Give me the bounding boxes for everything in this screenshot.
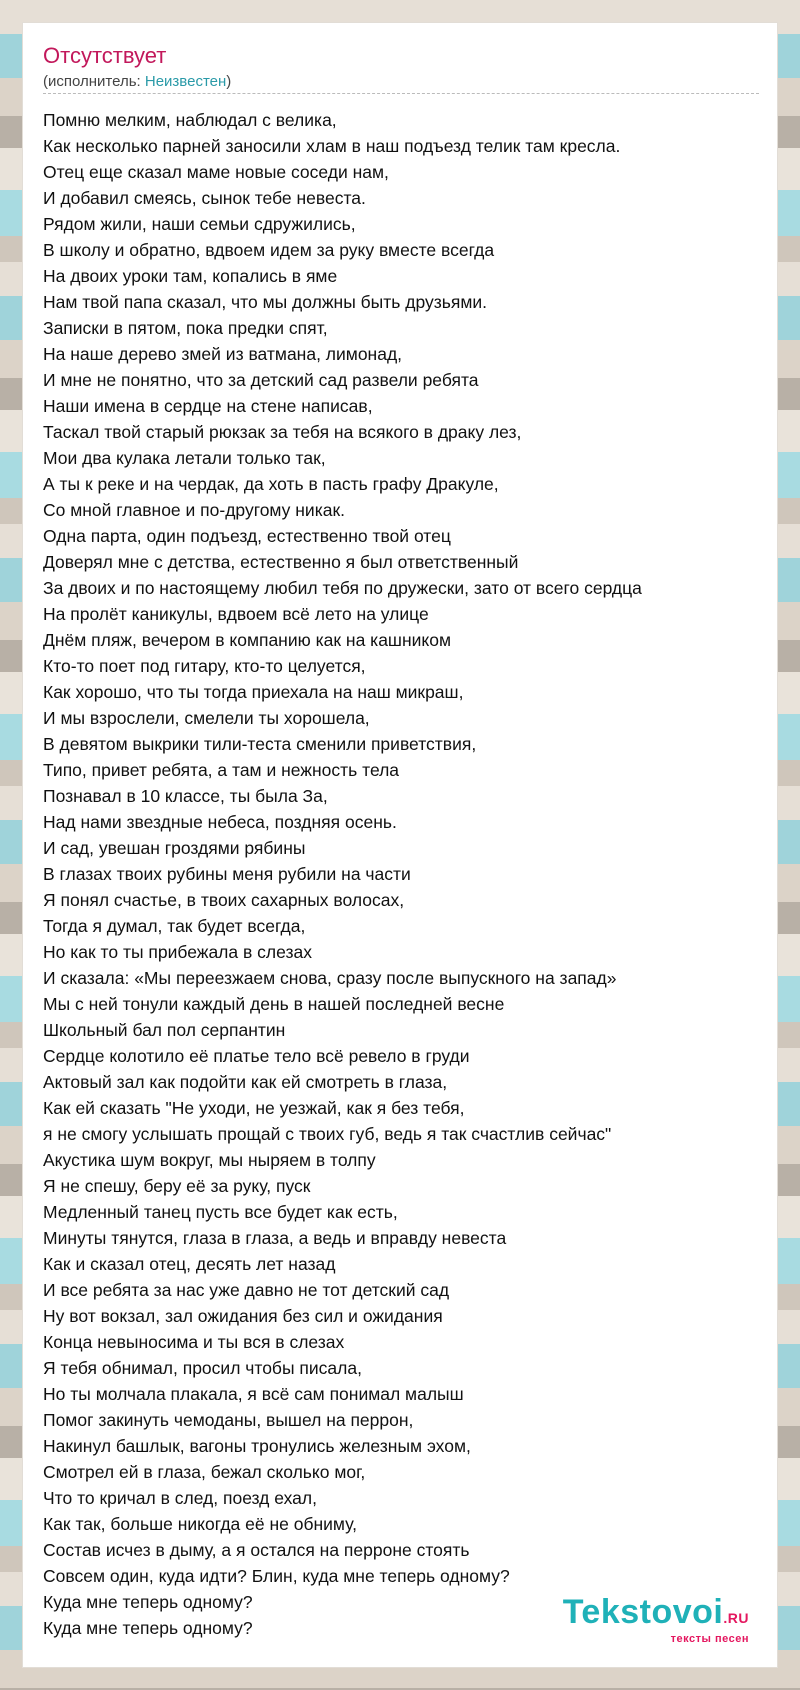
logo-name: Tekstovoi	[562, 1593, 724, 1631]
lyric-line: И сказала: «Мы переезжаем снова, сразу после выпускного на запад»	[43, 968, 617, 988]
lyric-line: Мы с ней тонули каждый день в нашей последней весне	[43, 994, 505, 1014]
lyric-line: Доверял мне с детства, естественно я был ответственный	[43, 552, 519, 572]
lyric-line: В девятом выкрики тили-теста сменили приветствия,	[43, 734, 477, 754]
lyric-line: Как и сказал отец, десять лет назад	[43, 1254, 336, 1274]
lyrics-card	[22, 22, 778, 1668]
lyric-line: Рядом жили, наши семьи сдружились,	[43, 214, 356, 234]
lyric-line: Днём пляж, вечером в компанию как на кашником	[43, 630, 452, 650]
lyric-line: Конца невыносима и ты вся в слезах	[43, 1332, 345, 1352]
lyric-line: Состав исчез в дыму, а я остался на перроне стоять	[43, 1540, 470, 1560]
lyric-line: Как так, больше никогда её не обниму,	[43, 1514, 358, 1534]
lyric-line: Актовый зал как подойти как ей смотреть в глаза,	[43, 1072, 448, 1092]
lyric-line: Над нами звездные небеса, поздняя осень.	[43, 812, 397, 832]
lyric-line: Что то кричал в след, поезд ехал,	[43, 1488, 317, 1508]
lyric-line: А ты к реке и на чердак, да хоть в пасть графу Дракуле,	[43, 474, 499, 494]
artist-suffix: )	[226, 73, 232, 90]
lyric-line: Как хорошо, что ты тогда приехала на наш микраш,	[43, 682, 464, 702]
lyric-line: И сад, увешан гроздями рябины	[43, 838, 306, 858]
artist-link[interactable]: Неизвестен	[144, 73, 227, 90]
lyric-line: Школьный бал пол серпантин	[43, 1020, 286, 1040]
lyric-line: Тогда я думал, так будет всегда,	[43, 916, 306, 936]
lyric-line: Акустика шум вокруг, мы ныряем в толпу	[43, 1150, 376, 1170]
lyric-line: Одна парта, один подъезд, естественно твой отец	[43, 526, 451, 546]
lyric-line: Смотрел ей в глаза, бежал сколько мог,	[43, 1462, 366, 1482]
lyrics-text	[43, 107, 642, 1641]
lyric-line: На двоих уроки там, копались в яме	[43, 266, 338, 286]
lyric-line: Со мной главное и по-другому никак.	[43, 500, 346, 520]
lyric-line: Но ты молчала плакала, я всё сам понимал малыш	[43, 1384, 464, 1404]
lyric-line: Помог закинуть чемоданы, вышел на перрон,	[43, 1410, 414, 1430]
title-divider	[43, 93, 759, 94]
lyric-line: Я не спешу, беру её за руку, пуск	[43, 1176, 311, 1196]
lyric-line: И мне не понятно, что за детский сад развели ребята	[43, 370, 479, 390]
lyric-line: И все ребята за нас уже давно не тот детский сад	[43, 1280, 450, 1300]
lyric-line: В школу и обратно, вдвоем идем за руку вместе всегда	[43, 240, 495, 260]
lyric-line: Сердце колотило её платье тело всё ревело в груди	[43, 1046, 470, 1066]
logo-wordmark	[563, 1595, 749, 1635]
lyric-line: Куда мне теперь одному?	[43, 1592, 253, 1612]
site-logo[interactable]	[563, 1595, 749, 1645]
lyric-line: Но как то ты прибежала в слезах	[43, 942, 312, 962]
lyric-line: За двоих и по настоящему любил тебя по дружески, зато от всего сердца	[43, 578, 642, 598]
lyric-line: Я тебя обнимал, просил чтобы писала,	[43, 1358, 362, 1378]
lyric-line: Отец еще сказал маме новые соседи нам,	[43, 162, 389, 182]
lyric-line: На пролёт каникулы, вдвоем всё лето на улице	[43, 604, 429, 624]
lyric-line: Мои два кулака летали только так,	[43, 448, 326, 468]
lyric-line: Накинул башлык, вагоны тронулись железным эхом,	[43, 1436, 471, 1456]
lyric-line: Как ей сказать "Не уходи, не уезжай, как я без тебя,	[43, 1098, 465, 1118]
lyric-line: В глазах твоих рубины меня рубили на части	[43, 864, 411, 884]
logo-tagline: тексты песен	[670, 1633, 749, 1645]
lyric-line: Минуты тянутся, глаза в глаза, а ведь и вправду невеста	[43, 1228, 507, 1248]
lyric-line: На наше дерево змей из ватмана, лимонад,	[43, 344, 403, 364]
lyric-line: Записки в пятом, пока предки спят,	[43, 318, 328, 338]
lyric-line: И мы взрослели, смелели ты хорошела,	[43, 708, 370, 728]
lyric-line: Познавал в 10 классе, ты была За,	[43, 786, 328, 806]
lyric-line: Помню мелким, наблюдал с велика,	[43, 110, 337, 130]
lyric-line: Таскал твой старый рюкзак за тебя на всякого в драку лез,	[43, 422, 522, 442]
artist-prefix: (исполнитель:	[43, 73, 145, 90]
song-title: Отсутствует	[43, 43, 167, 68]
lyric-line: Совсем один, куда идти? Блин, куда мне теперь одному?	[43, 1566, 510, 1586]
lyric-line: Кто-то поет под гитару, кто-то целуется,	[43, 656, 366, 676]
lyric-line: Я понял счастье, в твоих сахарных волосах,	[43, 890, 405, 910]
lyric-line: Наши имена в сердце на стене написав,	[43, 396, 373, 416]
lyric-line: Ну вот вокзал, зал ожидания без сил и ожидания	[43, 1306, 443, 1326]
artist-line	[43, 73, 231, 91]
lyric-line: я не смогу услышать прощай с твоих губ, ведь я так счастлив сейчас"	[43, 1124, 612, 1144]
lyric-line: Куда мне теперь одному?	[43, 1618, 253, 1638]
lyric-line: И добавил смеясь, сынок тебе невеста.	[43, 188, 366, 208]
lyric-line: Медленный танец пусть все будет как есть,	[43, 1202, 398, 1222]
lyric-line: Нам твой папа сказал, что мы должны быть друзьями.	[43, 292, 488, 312]
logo-domain: .RU	[723, 1610, 749, 1626]
lyric-line: Как несколько парней заносили хлам в наш подъезд телик там кресла.	[43, 136, 621, 156]
lyric-line: Типо, привет ребята, а там и нежность тела	[43, 760, 400, 780]
